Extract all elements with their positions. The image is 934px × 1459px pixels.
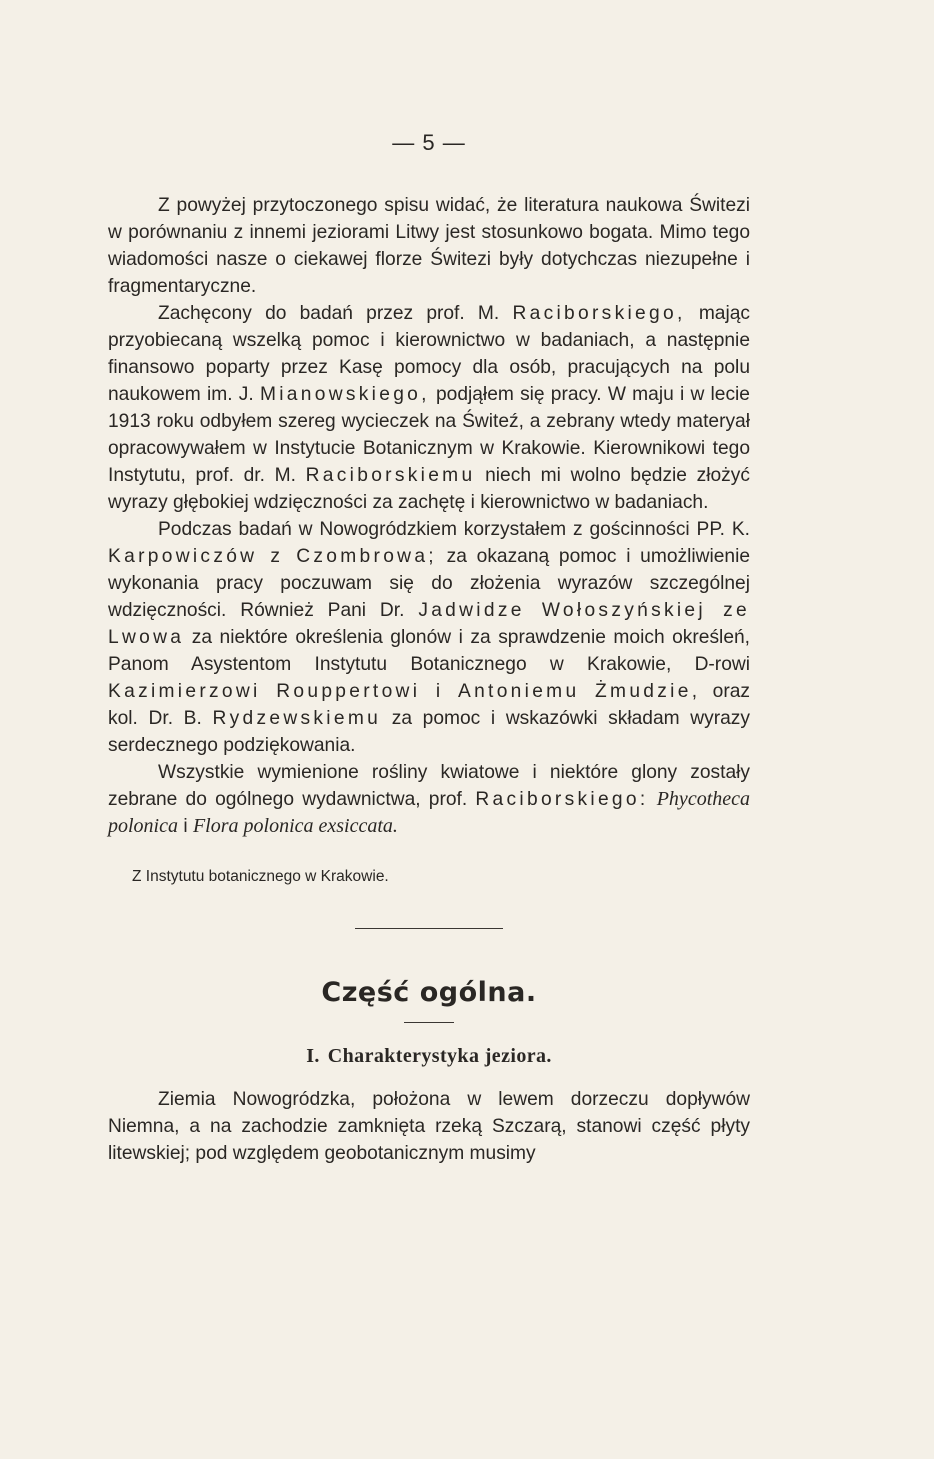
- italic-title: Phycotheca polonica: [108, 788, 750, 837]
- paragraph-5: Ziemia Nowogródzka, położona w lewem dorzeczu dopływów Niemna, a na zachodzie zamknięta rzeką Szczarą, stanowi część płyty litewskiej; pod względem geobotanicznym musimy: [108, 1089, 750, 1164]
- page-number: — 5 —: [392, 130, 466, 155]
- text-run: oraz kol. Dr. B.: [108, 681, 750, 729]
- text-run: niech mi wolno będzie złożyć wyrazy głębokiej wdzięczności za zachętę i kierownictwo w badaniach.: [108, 465, 750, 513]
- chapter-title: Charakterystyka jeziora.: [327, 1045, 552, 1067]
- text-run: i: [183, 816, 188, 837]
- text-run: Zachęcony do badań przez prof. M.: [158, 303, 500, 324]
- chapter-number: I.: [306, 1045, 320, 1067]
- body-text: [108, 192, 750, 840]
- spaced-name: Rydzewskiemu: [212, 708, 382, 729]
- text-run: Podczas badań w Nowogródzkiem korzystałem z gościnności PP. K.: [158, 519, 750, 540]
- spaced-name: Mianowskiego,: [259, 384, 430, 405]
- italic-title: Flora polonica exsiccata.: [192, 815, 398, 837]
- spaced-name: Jadwidze Wołoszyńskiej ze Lwowa: [108, 600, 750, 648]
- page: [108, 130, 750, 1167]
- spaced-name: Raciborskiego:: [475, 789, 649, 810]
- affiliation-line: Z Instytutu botanicznego w Krakowie.: [132, 868, 389, 885]
- paragraph-1: Z powyżej przytoczonego spisu widać, że literatura naukowa Świtezi w porównaniu z innemi jeziorami Litwy jest stosunkowo bogata. Mimo tego wiadomości nasze o ciekawej florze Świtezi były dotychczas niezupełne i fragmentaryczne.: [108, 195, 750, 297]
- section-divider: [355, 928, 503, 929]
- body-text-chapter: [108, 1086, 750, 1167]
- text-run: za pomoc i wskazówki składam wyrazy serdecznego podziękowania.: [108, 708, 750, 756]
- text-run: za niektóre określenia glonów i za sprawdzenie moich określeń, Panom Asystentom Instytutu Botanicznego w Krakowie, D-rowi: [108, 627, 750, 675]
- paragraph-3: [108, 516, 750, 759]
- text-run: podjąłem się pracy. W maju i w lecie 1913 roku odbyłem szereg wycieczek na Świteź, a zebrany wtedy materyał opracowywałem w Instytucie Botanicznym w Krakowie. Kierownikowi tego Instytutu, prof. dr. M.: [108, 384, 750, 486]
- paragraph-4: [108, 759, 750, 840]
- text-run: Wszystkie wymienione rośliny kwiatowe i niektóre glony zostały zebrane do ogólnego wydawnictwa, prof.: [108, 762, 750, 810]
- text-run: mając przyobiecaną wszelką pomoc i kierownictwo w badaniach, a następnie finansowo poparty przez Kasę pomocy dla osób, pracujących na polu naukowem im. J.: [108, 303, 750, 405]
- spaced-name: Raciborskiemu: [305, 465, 476, 486]
- spaced-name: Raciborskiego,: [512, 303, 686, 324]
- paragraph-2: [108, 300, 750, 516]
- title-divider: [404, 1022, 454, 1023]
- text-run: za okazaną pomoc i umożliwienie wykonania pracy poczuwam się do złożenia wyrazów szczególnej wdzięczności. Również Pani Dr.: [108, 546, 751, 621]
- spaced-name: Karpowiczów z Czombrowa;: [108, 546, 437, 567]
- chapter-heading: [108, 1045, 750, 1068]
- part-title: Część ogólna.: [321, 977, 537, 1008]
- spaced-name: Kazimierzowi Rouppertowi i Antoniemu Żmudzie,: [108, 681, 701, 702]
